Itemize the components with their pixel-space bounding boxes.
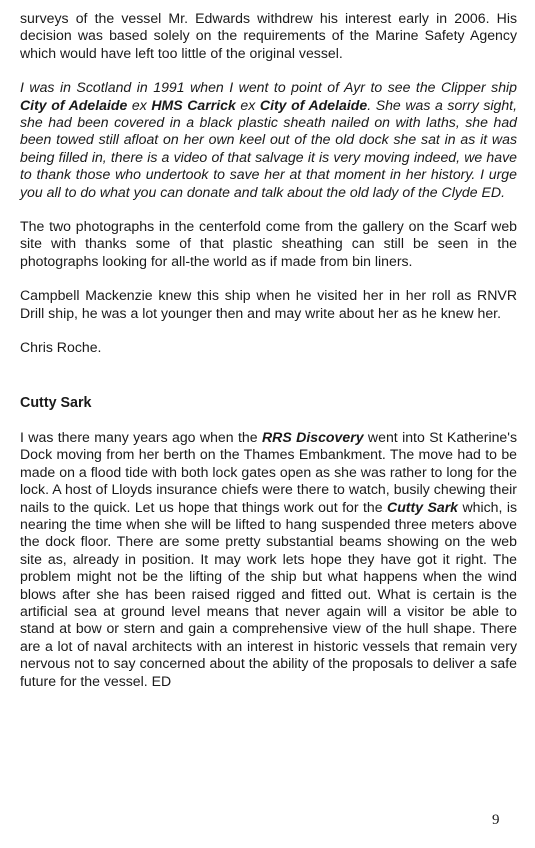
text-run: ex (235, 96, 260, 113)
page-content (20, 10, 517, 690)
emphasis-text: RRS Discovery (262, 428, 364, 445)
paragraph-photographs (20, 218, 517, 270)
text-run: surveys of the vessel Mr. Edwards withdrew his interest early in 2006. His decision was based solely on the requirements of the Marine Safety Agency which would have left too little of the original vessel. (20, 10, 517, 61)
section-heading: Cutty Sark (20, 394, 92, 411)
text-run: went into St Katherine's Dock moving from her berth on the Thames Embankment. The move had to be made on a flood tide with both lock gates open as she was rather to long for the lock. A host of Lloyds insurance chiefs were there to watch, busily chewing their nails to the quick. Let us hope that things work out for the (20, 428, 517, 515)
emphasis-text: HMS Carrick (151, 96, 236, 113)
page-number: 9 (492, 812, 500, 828)
emphasis-text: City of Adelaide (259, 96, 368, 113)
emphasis-text: City of Adelaide (20, 96, 128, 113)
text-run: ex (127, 96, 152, 113)
paragraph-edwards (20, 10, 517, 62)
text-run: I was there many years ago when the (20, 428, 262, 445)
text-run: The two photographs in the centerfold come from the gallery on the Scarf web site with thanks some of that plastic sheathing can still be seen in the photographs looking for all-the world as if made from bin liners. (20, 218, 517, 269)
author-signature: Chris Roche. (20, 339, 102, 356)
paragraph-cutty-sark (20, 429, 517, 690)
text-run: . She was a sorry sight, she had been covered in a black plastic sheath nailed on with laths, she had been towed still afloat on her own keel out of the old dock she sat in as it was being filled in, there is a video of that salvage it is very moving indeed, we have to thank those who undertook to save her at that moment in her history. I urge you all to do what you can donate and talk about the old lady of the Clyde ED. (20, 96, 518, 200)
text-run: I was in Scotland in 1991 when I went to point of Ayr to see the Clipper ship (20, 79, 517, 96)
text-run: Campbell Mackenzie knew this ship when he visited her in her roll as RNVR Drill ship, he was a lot younger then and may write about her as he knew her. (20, 287, 517, 321)
paragraph-campbell-mackenzie (20, 287, 517, 322)
emphasis-text: Cutty Sark (387, 498, 459, 515)
text-run: which, is nearing the time when she will be lifted to hang suspended three meters above the dock floor. There are some pretty substantial beams showing on the web site as, already in position. It may work lets hope they have got it right. The problem might not be the lifting of the ship but what happens when the wind blows after she has been raised rigged and fitted out. What is certain is the artificial sea at ground level means that never again will a visitor be able to stand at bow or stern and gain a comprehensive view of the hull shape. There are a lot of naval architects with an interest in historic vessels that remain very nervous not to say concerned about the ability of the proposals to deliver a safe future for the vessel. ED (20, 498, 517, 689)
paragraph-scotland-recollection (20, 79, 517, 201)
